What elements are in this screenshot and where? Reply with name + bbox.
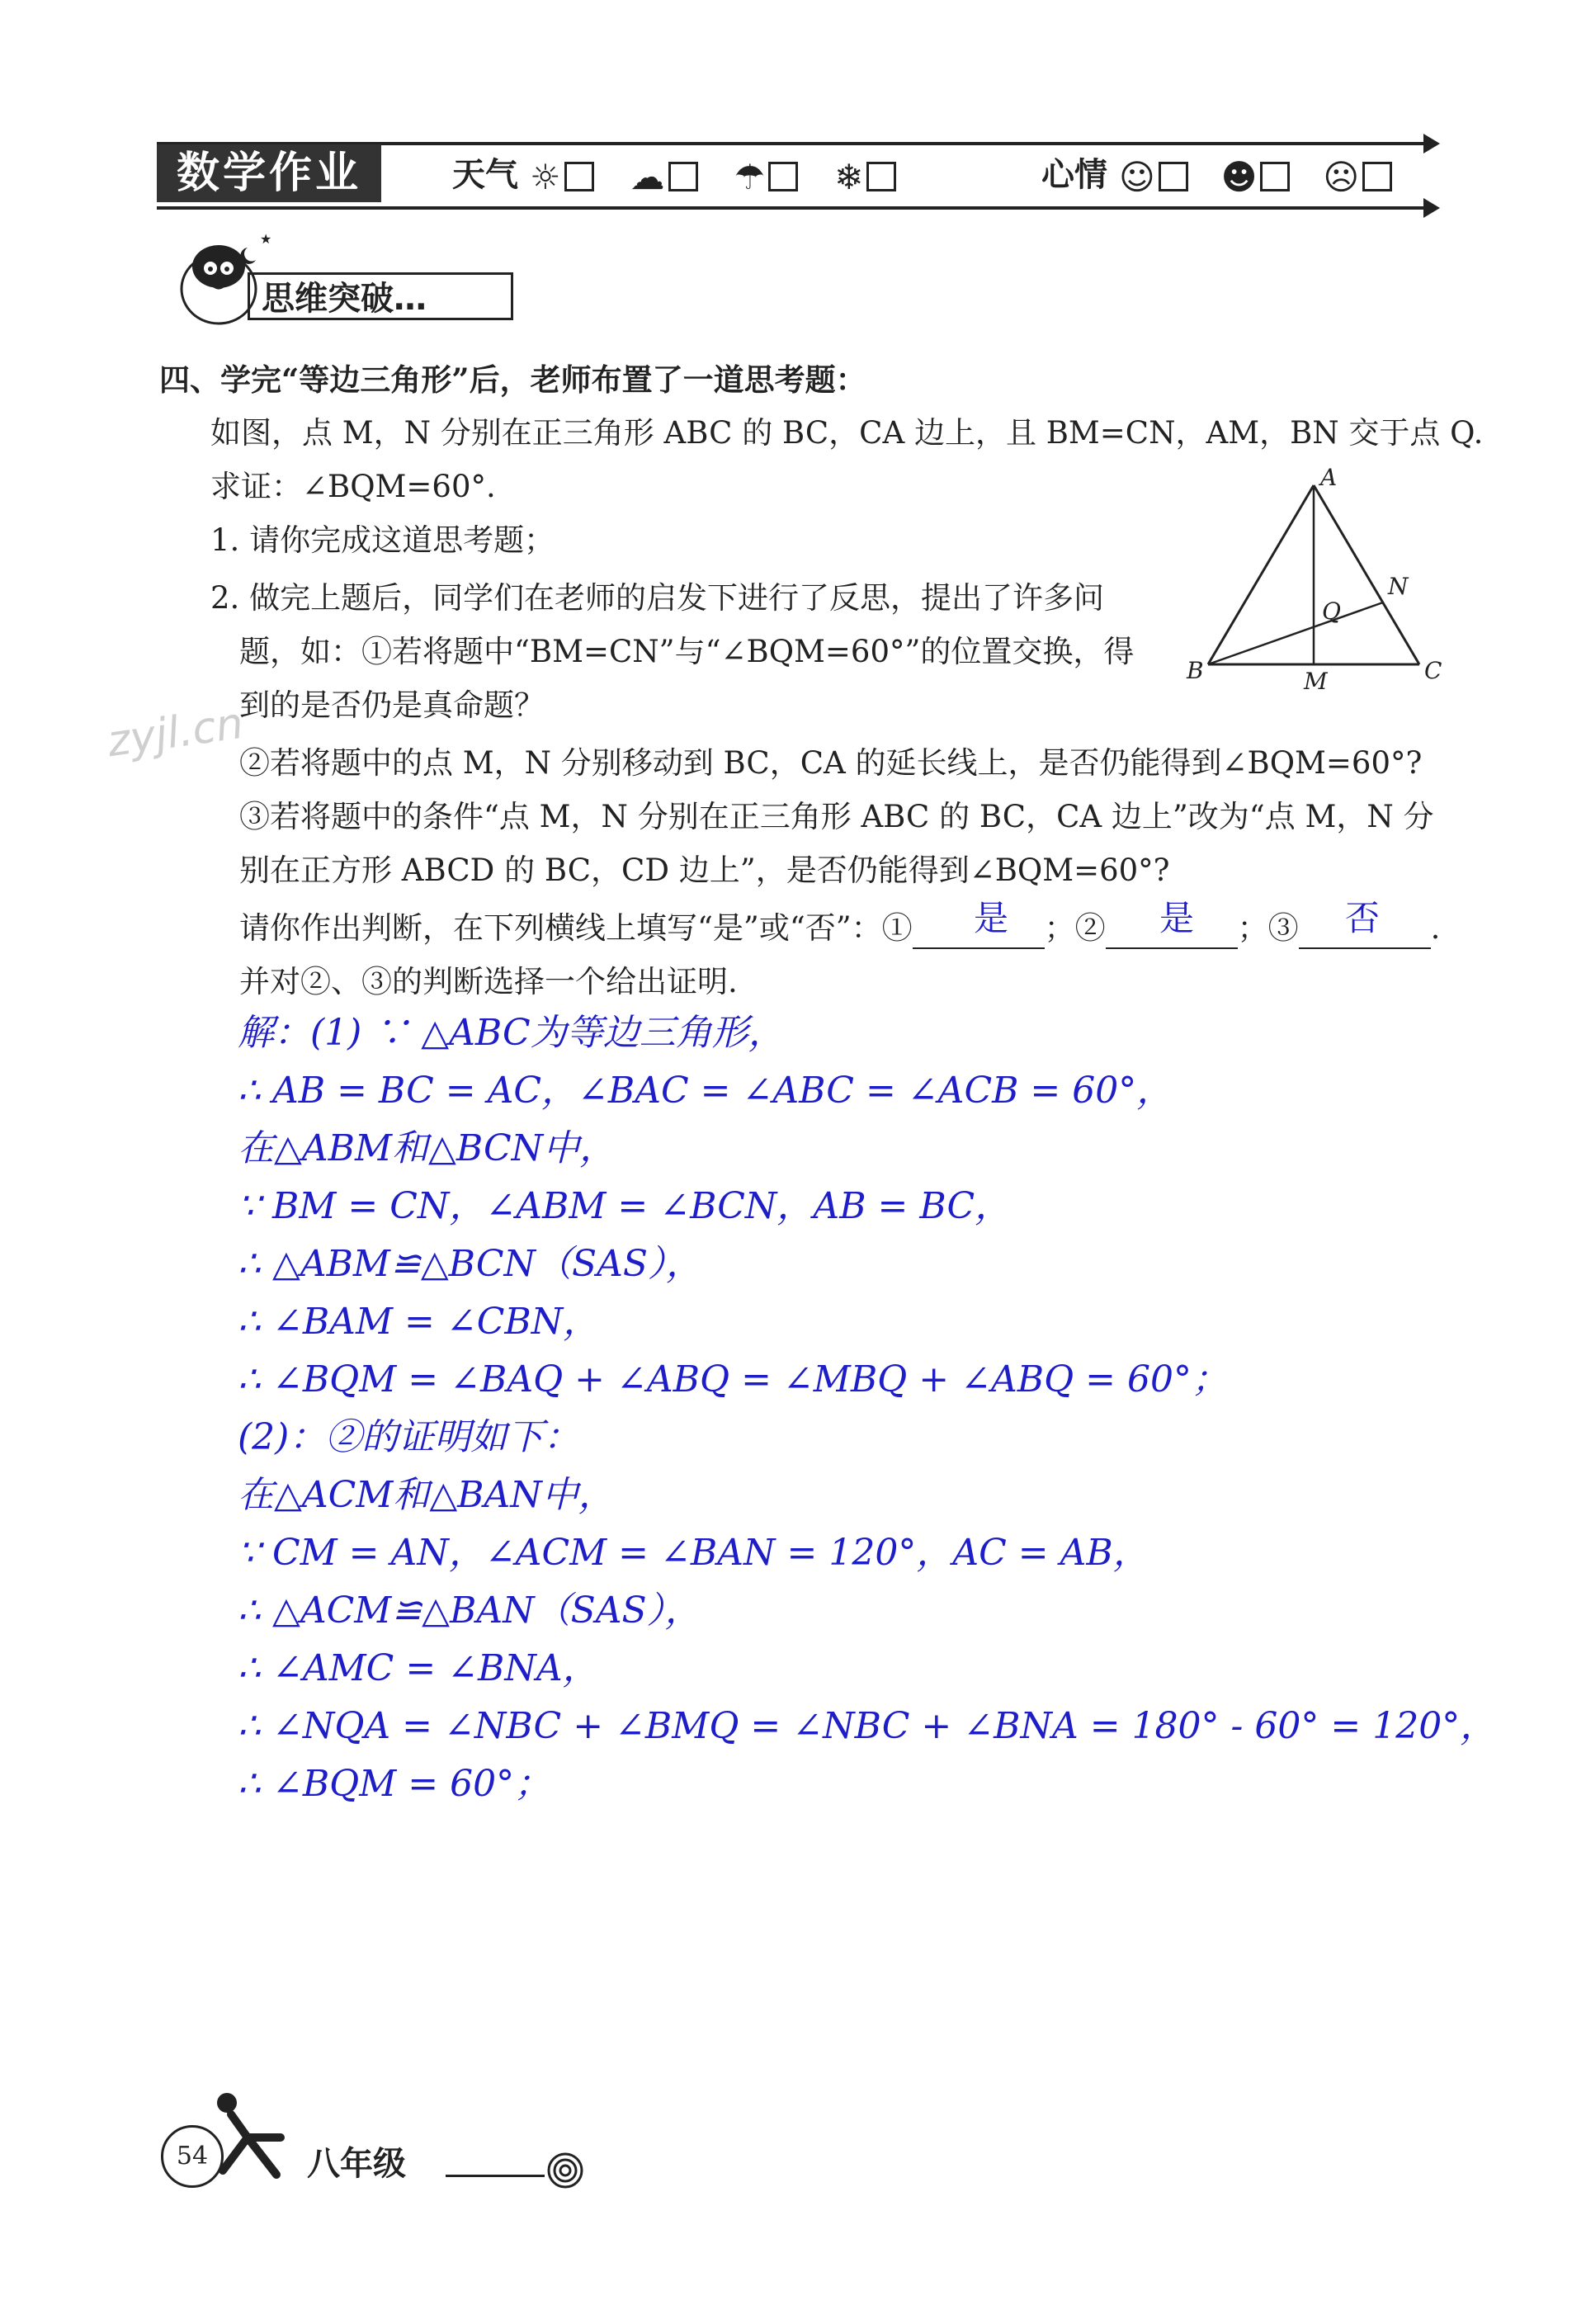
sun-icon: ☼ — [529, 156, 561, 197]
vertex-label-b: B — [1187, 657, 1204, 684]
judgement-prompt: 请你作出判断，在下列横线上填写“是”或“否”：① — [239, 910, 913, 946]
solution-line: ∵ CM = AN，∠ACM = ∠BAN = 120°，AC = AB， — [238, 1532, 1149, 1574]
question-line-11 — [239, 908, 1440, 949]
question-line-4: 1. 请你完成这道思考题； — [210, 522, 555, 558]
question-line-8: ②若将题中的点 M，N 分别移动到 BC，CA 的延长线上，是否仍能得到∠BQM=60°? — [239, 745, 1423, 781]
triangle-figure — [1180, 462, 1452, 693]
mood-happy-checkbox[interactable] — [1159, 162, 1188, 191]
mood-neutral-checkbox[interactable] — [1260, 162, 1290, 191]
solution-line: ∴ ∠NQA = ∠NBC + ∠BMQ = ∠NBC + ∠BNA = 180° - 60° = 120°， — [238, 1705, 1497, 1747]
solution-line: ∴ △ABM≌△BCN（SAS）， — [238, 1243, 703, 1285]
solution-line: 在△ACM和△BAN中， — [238, 1474, 615, 1516]
solution-line: ∵ BM = CN，∠ABM = ∠BCN，AB = BC， — [238, 1185, 1012, 1227]
solution-line: ∴ ∠AMC = ∠BNA， — [238, 1647, 599, 1689]
happy-face-icon: ☺ — [1118, 156, 1155, 197]
question-line-5: 2. 做完上题后，同学们在老师的启发下进行了反思，提出了许多问 — [210, 580, 1105, 616]
question-line-3: 求证：∠BQM=60°. — [210, 469, 496, 504]
question-line-10: 别在正方形 ABCD 的 BC，CD 边上”，是否仍能得到∠BQM=60°? — [239, 853, 1170, 888]
solution-line: ∴ △ACM≌△BAN（SAS）， — [238, 1589, 701, 1632]
solution-line: 在△ABM和△BCN中， — [238, 1127, 616, 1169]
question-line-2: 如图，点 M，N 分别在正三角形 ABC 的 BC，CA 边上，且 BM=CN，AM，BN 交于点 Q. — [210, 415, 1484, 451]
weather-group — [452, 149, 896, 197]
question-line-7: 到的是否仍是真命题？ — [239, 687, 545, 723]
neutral-face-icon: ☻ — [1220, 156, 1258, 197]
question-line-6: 题，如：①若将题中“BM=CN”与“∠BQM=60°”的位置交换，得 — [239, 634, 1135, 669]
spiral-icon — [545, 2150, 586, 2191]
sad-face-icon: ☹ — [1323, 156, 1360, 197]
question-line-1: 四、学完“等边三角形”后，老师布置了一道思考题： — [159, 361, 866, 398]
vertex-label-c: C — [1424, 657, 1442, 684]
point-label-n: N — [1388, 573, 1409, 600]
weather-sun-checkbox[interactable] — [564, 162, 594, 191]
solution-line: (2)：②的证明如下： — [238, 1416, 580, 1458]
cloud-icon: ☁ — [630, 156, 665, 197]
mood-group — [1041, 149, 1392, 197]
snow-icon: ❄ — [834, 156, 864, 197]
question-line-12: 并对②、③的判断选择一个给出证明. — [239, 964, 738, 999]
weather-cloud-checkbox[interactable] — [668, 162, 698, 191]
section-label: 思维突破… — [248, 272, 513, 320]
mood-sad-checkbox[interactable] — [1362, 162, 1392, 191]
blank-separator-2: ；② — [1044, 910, 1106, 946]
weather-label: 天气 — [452, 156, 518, 194]
header-bottom-rule — [157, 206, 1428, 210]
grade-label: 八年级 — [307, 2145, 406, 2183]
rain-icon: ☂ — [734, 156, 766, 197]
weather-snow-checkbox[interactable] — [866, 162, 896, 191]
answer-3: 否 — [1345, 898, 1381, 938]
mood-label: 心情 — [1041, 156, 1107, 194]
footer-rule — [446, 2175, 545, 2177]
solution-line: ∴ ∠BQM = 60°； — [238, 1763, 551, 1805]
watermark: zyjl.cn — [104, 698, 247, 768]
vertex-label-a: A — [1320, 464, 1338, 491]
blank-separator-3: ；③ — [1237, 910, 1299, 946]
answer-1: 是 — [974, 898, 1009, 938]
solution-line: 解：(1) ∵ △ABC为等边三角形， — [238, 1012, 785, 1054]
header-arrow-top — [1423, 134, 1440, 154]
page-number: 54 — [161, 2125, 224, 2188]
svg-text:★: ★ — [260, 231, 272, 247]
solution-line: ∴ AB = BC = AC，∠BAC = ∠ABC = ∠ACB = 60°， — [238, 1070, 1173, 1112]
solution-line: ∴ ∠BQM = ∠BAQ + ∠ABQ = ∠MBQ + ∠ABQ = 60°； — [238, 1358, 1228, 1401]
page-title: 数学作业 — [157, 144, 381, 202]
question-line-9: ③若将题中的条件“点 M，N 分别在正三角形 ABC 的 BC，CA 边上”改为“点 M，N 分 — [239, 799, 1434, 834]
answer-2: 是 — [1159, 898, 1195, 938]
point-label-q: Q — [1322, 598, 1341, 625]
sentence-end: . — [1430, 910, 1441, 946]
solution-line: ∴ ∠BAM = ∠CBN， — [238, 1301, 600, 1343]
point-label-m: M — [1304, 668, 1328, 693]
weather-rain-checkbox[interactable] — [768, 162, 798, 191]
header-arrow-bottom — [1423, 198, 1440, 218]
